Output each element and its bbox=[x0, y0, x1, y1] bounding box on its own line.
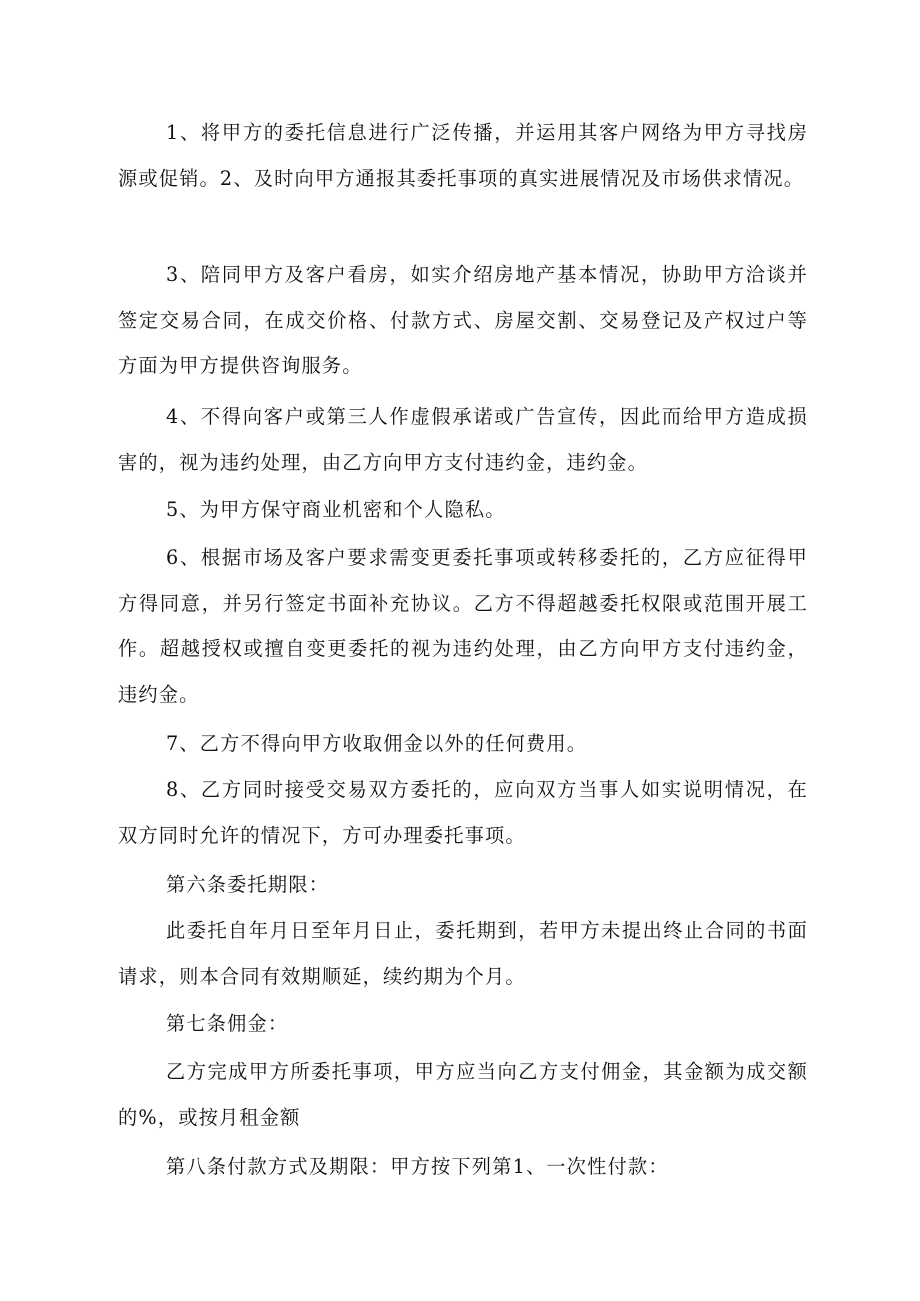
clause-paragraph-7: 7、乙方不得向甲方收取佣金以外的任何费用。 bbox=[166, 732, 588, 755]
article-6-body: 此委托自年月日至年月日止，委托期到，若甲方未提出终止合同的书面请求，则本合同有效期顺延，续约期为个月。 bbox=[118, 919, 808, 988]
article-6-heading: 第六条委托期限： bbox=[166, 873, 330, 896]
article-7-heading: 第七条佣金： bbox=[166, 1012, 289, 1035]
clause-paragraph-6: 6、根据市场及客户要求需变更委托事项或转移委托的，乙方应征得甲方得同意，并另行签定书面补充协议。乙方不得超越委托权限或范围开展工作。超越授权或擅自变更委托的视为违约处理，由乙方向甲方支付违约金，违约金。 bbox=[118, 546, 808, 706]
clause-paragraph-5: 5、为甲方保守商业机密和个人隐私。 bbox=[166, 498, 506, 521]
article-8-heading: 第八条付款方式及期限：甲方按下列第1、一次性付款： bbox=[166, 1155, 669, 1178]
article-7-body: 乙方完成甲方所委托事项，甲方应当向乙方支付佣金，其金额为成交额的%，或按月租金额 bbox=[118, 1060, 808, 1129]
clause-paragraph-8: 8、乙方同时接受交易双方委托的，应向双方当事人如实说明情况，在双方同时允许的情况下，方可办理委托事项。 bbox=[118, 778, 808, 847]
clause-paragraph-4: 4、不得向客户或第三人作虚假承诺或广告宣传，因此而给甲方造成损害的，视为违约处理，由乙方向甲方支付违约金，违约金。 bbox=[118, 405, 808, 474]
clause-paragraph-1-2: 1、将甲方的委托信息进行广泛传播，并运用其客户网络为甲方寻找房源或促销。2、及时向甲方通报其委托事项的真实进展情况及市场供求情况。 bbox=[118, 121, 808, 190]
clause-paragraph-3: 3、陪同甲方及客户看房，如实介绍房地产基本情况，协助甲方洽谈并签定交易合同，在成交价格、付款方式、房屋交割、交易登记及产权过户等方面为甲方提供咨询服务。 bbox=[118, 263, 808, 377]
